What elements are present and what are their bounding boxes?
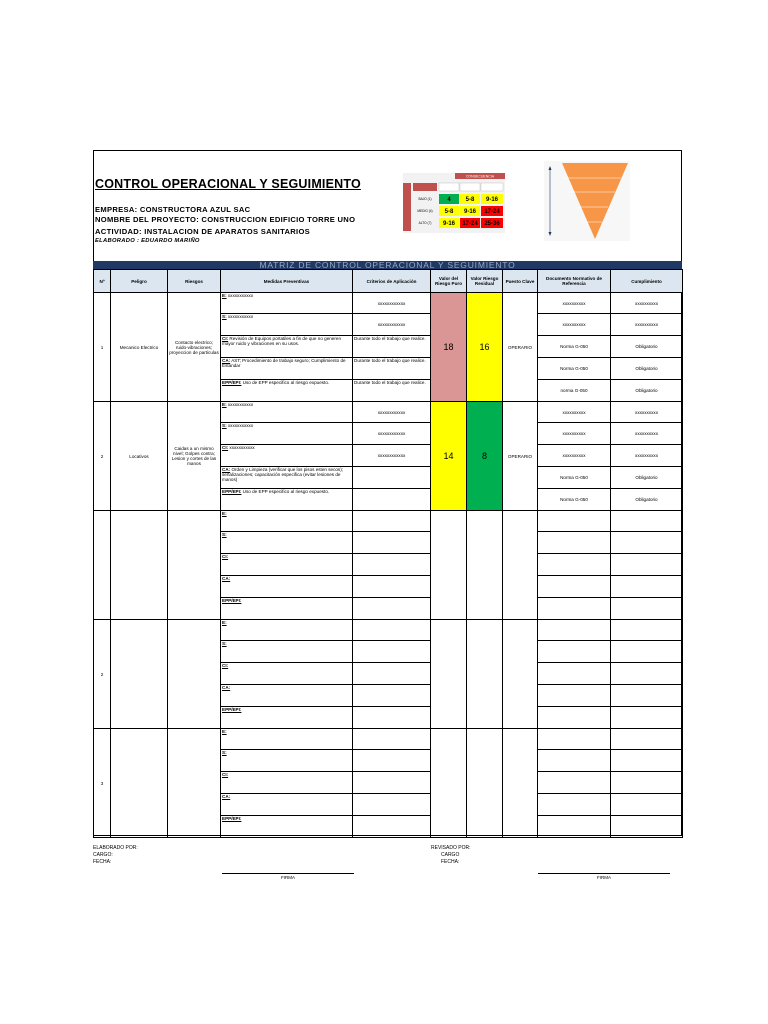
criterio-cell (353, 707, 431, 729)
documento-cell (538, 576, 611, 598)
medida-cell (221, 380, 353, 402)
riesgos-cell: Caidas a un mismo nivel; Golpes contra; Lesion y cortes de las manos (168, 402, 221, 511)
cumplimiento-cell (611, 750, 683, 772)
documento-cell (538, 707, 611, 729)
medida-type: EPP/EPI: (222, 816, 242, 821)
row-number: 2 (94, 620, 111, 729)
medida-cell (221, 641, 353, 663)
puesto-clave-cell (503, 511, 538, 620)
column-header: Cumplimiento (611, 270, 683, 293)
matrix-row-label: ALTO (7) (418, 221, 432, 225)
documento-cell (538, 685, 611, 707)
criterio-cell (353, 794, 431, 816)
documento-cell (538, 772, 611, 794)
medida-cell (221, 402, 353, 423)
documento-cell (538, 598, 611, 620)
medida-type: CI: (222, 445, 229, 450)
medida-type: CI: (222, 554, 229, 559)
signature-line-2: FIRMA (538, 873, 670, 880)
cumplimiento-cell: Obligatorio (611, 336, 683, 358)
column-header: Criterios de Aplicación (353, 270, 431, 293)
documento-cell: xxxxxxxxxx (538, 423, 611, 445)
documento-cell (538, 750, 611, 772)
documento-cell (538, 620, 611, 641)
cumplimiento-cell: xxxxxxxxxx (611, 445, 683, 467)
peligro-cell (111, 620, 168, 729)
documento-cell (538, 554, 611, 576)
cumplimiento-cell (611, 685, 683, 707)
footer-cargo: CARGO: (93, 852, 113, 858)
cumplimiento-cell (611, 794, 683, 816)
criterio-cell (353, 641, 431, 663)
cumplimiento-cell (611, 511, 683, 532)
cumplimiento-cell: Obligatorio (611, 489, 683, 511)
cumplimiento-cell (611, 641, 683, 663)
medida-cell (221, 685, 353, 707)
medida-text: Orden y Limpieza (verificar que los pisos esten secos); señalizaciones; capacitación especifica (evitar lesiones de manos) (222, 467, 344, 482)
column-header: Peligro (111, 270, 168, 293)
documento-cell (538, 641, 611, 663)
documento-cell (538, 794, 611, 816)
riesgo-residual-value: 16 (467, 293, 503, 402)
table-row (94, 293, 683, 314)
medida-cell (221, 620, 353, 641)
riesgo-residual-value (467, 620, 503, 729)
matrix-cell-value: 4 (447, 197, 451, 203)
documento-cell (538, 532, 611, 554)
peligro-cell: Locativos (111, 402, 168, 511)
criterio-cell (353, 772, 431, 794)
documento-cell: xxxxxxxxxx (538, 293, 611, 314)
medida-text: AST; Procedimiento de trabajo seguro; Cumplimiento de Estandar (222, 358, 346, 368)
medida-text: xxxxxxxxxxx (226, 423, 254, 428)
row-number: 2 (94, 402, 111, 511)
medida-type: EPP/EPI: (222, 380, 242, 385)
criterio-cell (353, 554, 431, 576)
medida-text: xxxxxxxxxxx (226, 314, 254, 319)
table-header-row (94, 270, 683, 293)
puesto-clave-cell (503, 620, 538, 729)
medida-type: S: (222, 641, 227, 646)
criterio-cell (353, 489, 431, 511)
cumplimiento-cell: xxxxxxxxxx (611, 314, 683, 336)
medida-text: xxxxxxxxxxx (226, 293, 254, 298)
matrix-cell-value: 5-8 (465, 197, 475, 203)
riesgo-residual-value: 8 (467, 402, 503, 511)
control-matrix-table (93, 269, 683, 838)
medida-cell (221, 772, 353, 794)
criterio-cell (353, 511, 431, 532)
documento-cell: xxxxxxxxxx (538, 314, 611, 336)
column-header: Medidas Preventivas (221, 270, 353, 293)
criterio-cell: xxxxxxxxxxxx (353, 402, 431, 423)
riesgos-cell: Contacto electrico; ruido-vibraciones; proyeccion de particulas (168, 293, 221, 402)
criterio-cell (353, 750, 431, 772)
documento-cell (538, 816, 611, 838)
criterio-cell: xxxxxxxxxxxx (353, 293, 431, 314)
medida-type: E: (222, 511, 227, 516)
row-number (94, 511, 111, 620)
peligro-cell (111, 511, 168, 620)
criterio-cell: xxxxxxxxxxxx (353, 423, 431, 445)
medida-type: S: (222, 750, 227, 755)
criterio-cell (353, 685, 431, 707)
column-header: Puesto Clave (503, 270, 538, 293)
cumplimiento-cell (611, 816, 683, 838)
cumplimiento-cell: Obligatorio (611, 358, 683, 380)
medida-cell (221, 358, 353, 380)
medida-type: E: (222, 620, 227, 625)
medida-text: xxxxxxxxxxx (228, 445, 255, 450)
medida-type: CI: (222, 772, 229, 777)
criterio-cell: Durante todo el trabajo que realice. (353, 336, 431, 358)
criterio-cell (353, 532, 431, 554)
documento-cell (538, 663, 611, 685)
table-row (94, 511, 683, 532)
footer-elaborado-por: ELABORADO POR: (93, 845, 138, 851)
footer-fecha-2: FECHA: (441, 859, 460, 865)
project-name: NOMBRE DEL PROYECTO: CONSTRUCCION EDIFICIO TORRE UNO (95, 215, 356, 224)
consequence-matrix-image (403, 173, 505, 233)
footer-fecha: FECHA: (93, 859, 112, 865)
criterio-cell: xxxxxxxxxxxx (353, 445, 431, 467)
table-row (94, 620, 683, 641)
medida-type: CA: (222, 576, 231, 581)
medida-type: S: (222, 532, 227, 537)
hierarchy-pyramid-image (544, 161, 630, 241)
documento-cell: Norma G-050 (538, 336, 611, 358)
medida-text: Uso de EPP especifico al riesgo expuesto. (241, 380, 330, 385)
matrix-cell-value: 17-24 (484, 209, 500, 215)
medida-type: S: (222, 314, 227, 319)
matrix-title-band: MATRIZ DE CONTROL OPERACIONAL Y SEGUIMIENTO (93, 261, 682, 269)
column-header: Documento Normativo de Referencia (538, 270, 611, 293)
medida-cell (221, 511, 353, 532)
criterio-cell (353, 729, 431, 750)
riesgo-puro-value: 18 (431, 293, 467, 402)
criterio-cell (353, 598, 431, 620)
medida-cell (221, 729, 353, 750)
matrix-cell-value: 9-16 (463, 209, 477, 215)
puesto-clave-cell: OPERARIO (503, 293, 538, 402)
medida-cell (221, 532, 353, 554)
medida-type: CA: (222, 467, 231, 472)
matrix-row-label: BAJO (1) (418, 197, 432, 201)
medida-type: E: (222, 729, 227, 734)
matrix-cell-value: 25-36 (484, 221, 500, 227)
criterio-cell (353, 467, 431, 489)
cumplimiento-cell (611, 620, 683, 641)
medida-cell (221, 750, 353, 772)
riesgo-residual-value (467, 511, 503, 620)
riesgos-cell (168, 511, 221, 620)
medida-type: CI: (222, 663, 229, 668)
riesgos-cell (168, 620, 221, 729)
documento-cell (538, 511, 611, 532)
puesto-clave-cell: OPERARIO (503, 402, 538, 511)
footer-revisado-por: REVISADO POR: (431, 845, 471, 851)
documento-cell: xxxxxxxxxx (538, 445, 611, 467)
medida-cell (221, 707, 353, 729)
company-name: EMPRESA: CONSTRUCTORA AZUL SAC (95, 205, 251, 214)
cumplimiento-cell: Obligatorio (611, 467, 683, 489)
cumplimiento-cell: xxxxxxxxxx (611, 423, 683, 445)
matrix-cell-value: 9-16 (442, 221, 456, 227)
cumplimiento-cell: xxxxxxxxxx (611, 402, 683, 423)
medida-cell (221, 467, 353, 489)
documento-cell: Norma G-050 (538, 358, 611, 380)
activity-name: ACTIVIDAD: INSTALACION DE APARATOS SANITARIOS (95, 227, 311, 236)
signature-line-1: FIRMA (222, 873, 354, 880)
cumplimiento-cell: xxxxxxxxxx (611, 293, 683, 314)
medida-cell (221, 663, 353, 685)
criterio-cell (353, 620, 431, 641)
column-header: Nº (94, 270, 111, 293)
medida-type: E: (222, 293, 227, 298)
riesgo-residual-value (467, 729, 503, 838)
medida-type: E: (222, 402, 227, 407)
medida-cell (221, 598, 353, 620)
medida-cell (221, 314, 353, 336)
documento-cell: norma G-050 (538, 380, 611, 402)
peligro-cell (111, 729, 168, 838)
documento-cell: Norma G-050 (538, 467, 611, 489)
matrix-cell-value: 17-24 (462, 221, 478, 227)
table-row (94, 402, 683, 423)
medida-cell (221, 816, 353, 838)
riesgo-puro-value (431, 729, 467, 838)
cumplimiento-cell (611, 598, 683, 620)
medida-cell (221, 423, 353, 445)
criterio-cell: xxxxxxxxxxxx (353, 314, 431, 336)
medida-cell (221, 554, 353, 576)
medida-cell (221, 489, 353, 511)
documento-cell: Norma G-050 (538, 489, 611, 511)
medida-type: S: (222, 423, 227, 428)
criterio-cell (353, 663, 431, 685)
cumplimiento-cell (611, 707, 683, 729)
criterio-cell (353, 576, 431, 598)
column-header: Riesgos (168, 270, 221, 293)
riesgo-puro-value (431, 511, 467, 620)
table-row (94, 729, 683, 750)
cumplimiento-cell (611, 576, 683, 598)
cumplimiento-cell (611, 532, 683, 554)
footer-cargo-2: CARGO (441, 852, 460, 858)
matrix-row-label: MEDIO (4) (417, 209, 433, 213)
documento-cell: xxxxxxxxxx (538, 402, 611, 423)
medida-text: Uso de EPP especifico al riesgo expuesto. (241, 489, 330, 494)
puesto-clave-cell (503, 729, 538, 838)
medida-type: EPP/EPI: (222, 489, 242, 494)
cumplimiento-cell (611, 554, 683, 576)
medida-cell (221, 445, 353, 467)
document-title: CONTROL OPERACIONAL Y SEGUIMIENTO (95, 177, 361, 191)
documento-cell (538, 729, 611, 750)
column-header: Valor Riesgo Residual (467, 270, 503, 293)
criterio-cell: Durante todo el trabajo que realice. (353, 380, 431, 402)
medida-text: Revisión de Equipos portatiles a fin de que no generen mayor ruido y vibraciones en su usos. (222, 336, 342, 346)
riesgos-cell (168, 729, 221, 838)
riesgo-puro-value: 14 (431, 402, 467, 511)
medida-cell (221, 794, 353, 816)
riesgo-puro-value (431, 620, 467, 729)
medida-type: CA: (222, 794, 231, 799)
matrix-heading: CONSECUENCIA (465, 174, 495, 179)
medida-type: CA: (222, 685, 231, 690)
peligro-cell: Mecanico Electrico (111, 293, 168, 402)
criterio-cell (353, 816, 431, 838)
medida-text: xxxxxxxxxxx (226, 402, 254, 407)
row-number: 3 (94, 729, 111, 838)
criterio-cell: Durante todo el trabajo que realice. (353, 358, 431, 380)
row-number: 1 (94, 293, 111, 402)
medida-cell (221, 576, 353, 598)
prepared-by: ELABORADO : EDUARDO MARIÑO (95, 238, 200, 244)
medida-type: EPP/EPI: (222, 598, 242, 603)
medida-type: CI: (222, 336, 229, 341)
cumplimiento-cell: Obligatorio (611, 380, 683, 402)
medida-type: EPP/EPI: (222, 707, 242, 712)
medida-cell (221, 336, 353, 358)
column-header: Valor del Riesgo Puro (431, 270, 467, 293)
cumplimiento-cell (611, 729, 683, 750)
medida-type: CA: (222, 358, 231, 363)
medida-cell (221, 293, 353, 314)
cumplimiento-cell (611, 772, 683, 794)
matrix-cell-value: 9-16 (485, 197, 499, 203)
matrix-cell-value: 5-8 (444, 209, 454, 215)
cumplimiento-cell (611, 663, 683, 685)
